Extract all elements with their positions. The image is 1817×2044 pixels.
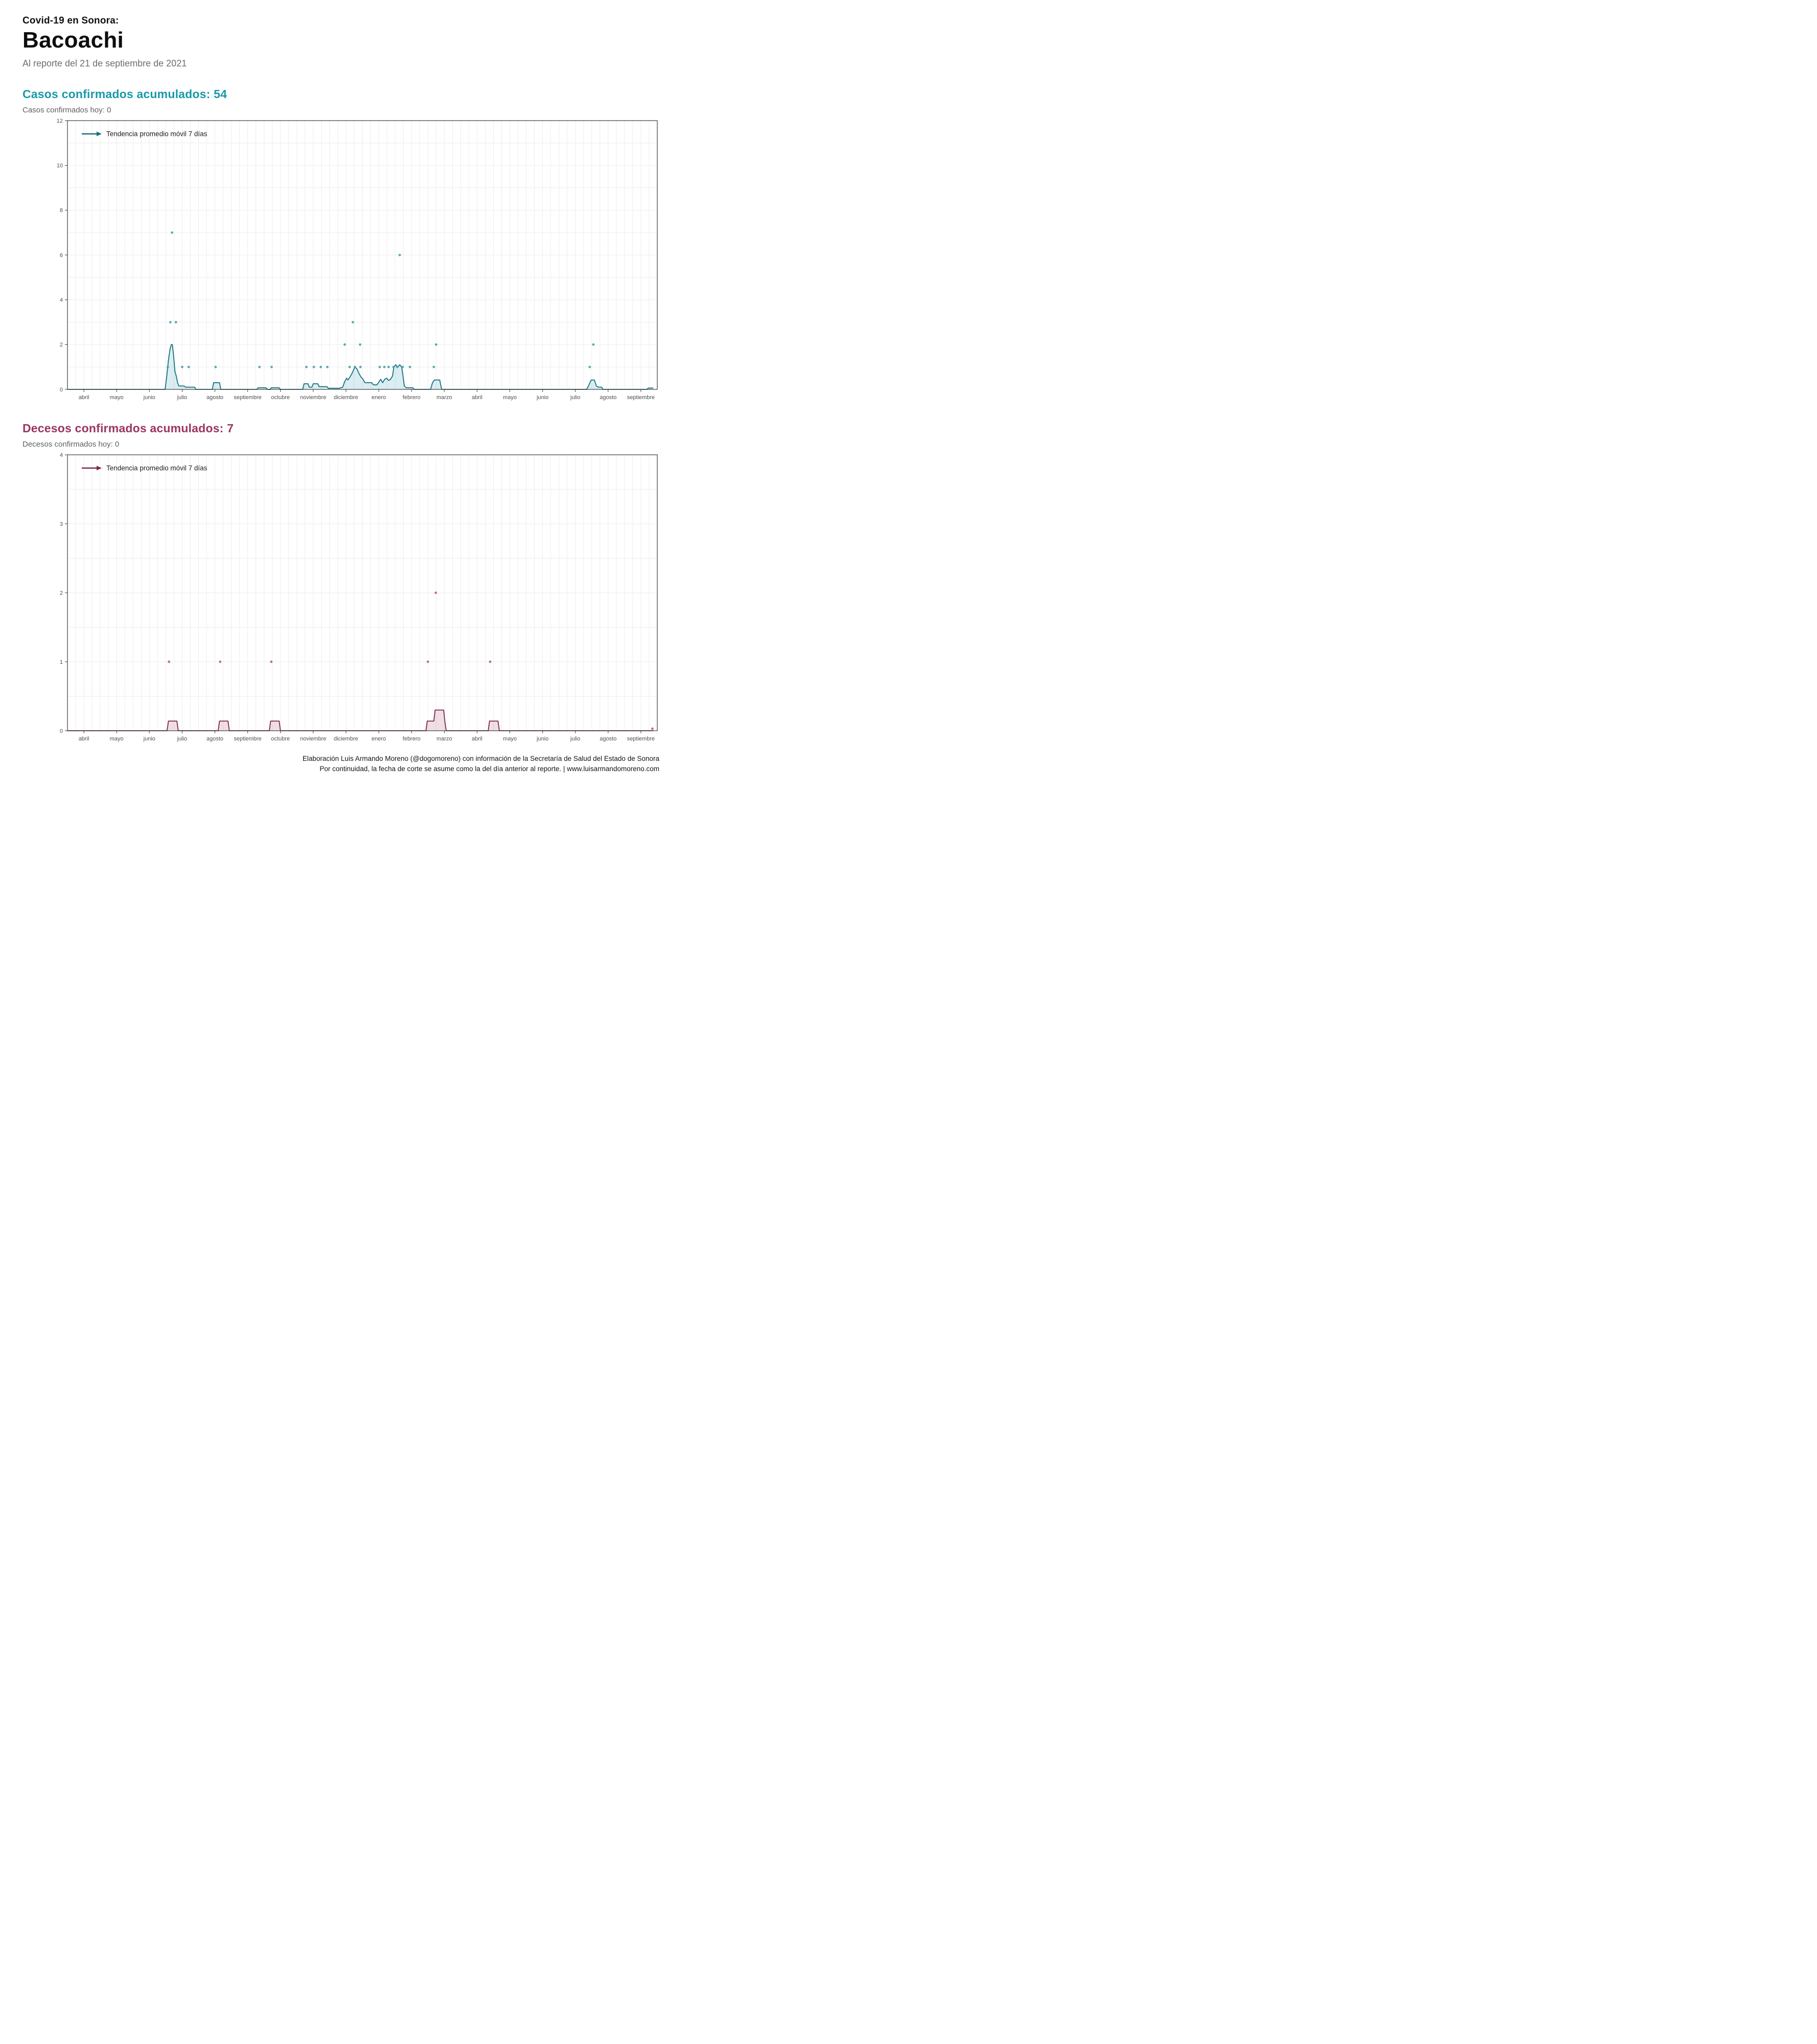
svg-text:septiembre: septiembre <box>234 736 262 742</box>
svg-text:febrero: febrero <box>402 736 421 742</box>
svg-text:agosto: agosto <box>206 736 224 742</box>
svg-text:2: 2 <box>59 590 63 596</box>
svg-text:10: 10 <box>56 162 63 169</box>
cases-chart <box>22 117 659 403</box>
svg-text:octubre: octubre <box>271 736 290 742</box>
svg-text:marzo: marzo <box>436 736 452 742</box>
svg-text:0: 0 <box>59 728 63 734</box>
x-axis-labels <box>79 731 655 742</box>
cases-heading: Casos confirmados acumulados: 54 <box>22 87 227 101</box>
deaths-subtitle: Decesos confirmados hoy: 0 <box>22 440 120 449</box>
cases-section <box>22 87 659 403</box>
svg-text:febrero: febrero <box>402 394 421 401</box>
legend-label: Tendencia promedio móvil 7 días <box>106 464 208 472</box>
scatter-points <box>168 592 654 730</box>
svg-text:marzo: marzo <box>436 394 452 401</box>
svg-text:julio: julio <box>570 736 581 742</box>
svg-text:abril: abril <box>78 394 89 401</box>
deaths-heading: Decesos confirmados acumulados: 7 <box>22 422 234 435</box>
svg-text:junio: junio <box>143 736 155 742</box>
svg-text:noviembre: noviembre <box>300 736 327 742</box>
page-title: Bacoachi <box>22 28 124 53</box>
deaths-chart <box>22 451 659 745</box>
svg-text:enero: enero <box>372 736 386 742</box>
deaths-section <box>22 422 659 745</box>
legend <box>82 130 208 138</box>
legend-arrow-icon <box>97 132 102 136</box>
svg-text:junio: junio <box>536 394 549 401</box>
trend-area <box>67 710 653 731</box>
svg-text:0: 0 <box>59 386 63 393</box>
svg-text:4: 4 <box>59 297 63 304</box>
legend-arrow-icon <box>97 466 102 471</box>
footer-note-line: Por continuidad, la fecha de corte se asume como la del día anterior al reporte. | www.luisarmandomoreno.com <box>319 765 659 773</box>
svg-text:4: 4 <box>59 452 63 458</box>
cases-subtitle: Casos confirmados hoy: 0 <box>22 106 111 114</box>
svg-text:diciembre: diciembre <box>334 736 358 742</box>
svg-text:noviembre: noviembre <box>300 394 327 401</box>
trend-line <box>67 710 653 731</box>
svg-text:12: 12 <box>56 118 63 124</box>
svg-text:septiembre: septiembre <box>627 394 655 401</box>
svg-text:junio: junio <box>143 394 155 401</box>
y-axis-labels <box>60 452 67 734</box>
svg-text:septiembre: septiembre <box>234 394 262 401</box>
svg-text:abril: abril <box>78 736 89 742</box>
report-header <box>22 15 659 69</box>
svg-text:6: 6 <box>59 252 63 259</box>
report-footer <box>0 754 727 775</box>
svg-text:3: 3 <box>59 521 63 527</box>
x-axis-labels <box>79 389 655 401</box>
svg-text:octubre: octubre <box>271 394 290 401</box>
svg-text:8: 8 <box>59 207 63 214</box>
svg-text:agosto: agosto <box>600 394 617 401</box>
gridlines <box>67 121 657 389</box>
svg-text:abril: abril <box>472 736 482 742</box>
svg-text:julio: julio <box>177 736 188 742</box>
svg-text:2: 2 <box>59 342 63 349</box>
report-content <box>0 0 727 745</box>
svg-text:junio: junio <box>536 736 549 742</box>
footer-credit-line: Elaboración Luis Armando Moreno (@dogomoreno) con información de la Secretaría de Salud del Estado de Sonora <box>302 755 659 762</box>
svg-text:mayo: mayo <box>503 394 517 401</box>
legend <box>82 464 208 472</box>
svg-text:julio: julio <box>177 394 188 401</box>
legend-label: Tendencia promedio móvil 7 días <box>106 130 208 138</box>
svg-text:agosto: agosto <box>600 736 617 742</box>
svg-text:septiembre: septiembre <box>627 736 655 742</box>
y-axis-labels <box>57 118 67 393</box>
svg-text:diciembre: diciembre <box>334 394 358 401</box>
svg-text:julio: julio <box>570 394 581 401</box>
svg-text:enero: enero <box>372 394 386 401</box>
svg-text:mayo: mayo <box>109 736 124 742</box>
svg-text:abril: abril <box>472 394 482 401</box>
svg-text:mayo: mayo <box>503 736 517 742</box>
report-kicker: Covid-19 en Sonora: <box>22 15 119 26</box>
svg-text:1: 1 <box>59 659 63 665</box>
gridlines <box>67 455 657 731</box>
svg-text:mayo: mayo <box>109 394 124 401</box>
svg-text:agosto: agosto <box>206 394 224 401</box>
report-date-line: Al reporte del 21 de septiembre de 2021 <box>22 58 187 68</box>
